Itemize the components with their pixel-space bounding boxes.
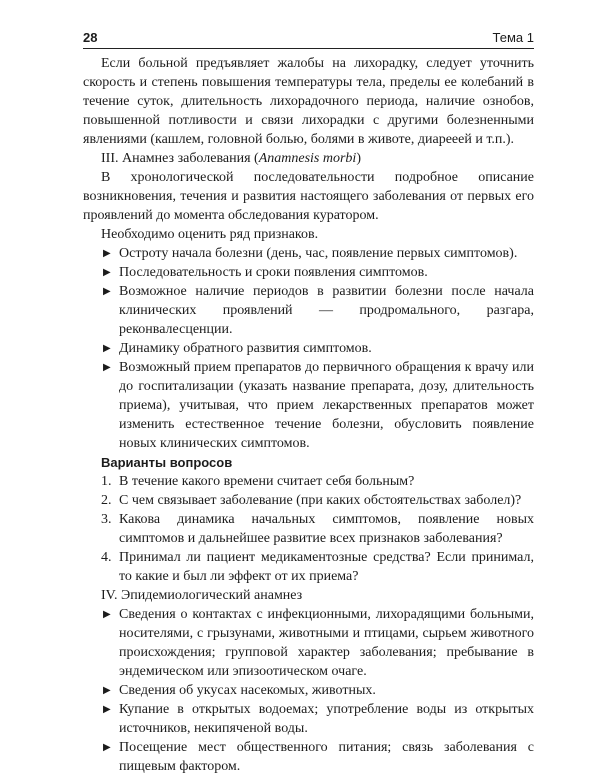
list-item-text: Остроту начала болезни (день, час, появление первых симптомов).	[119, 246, 518, 261]
question-text: Принимал ли пациент медикаментозные средства? Если принимал, то какие и был ли эффект от их приема?	[119, 550, 534, 584]
list-item-text: Посещение мест общественного питания; связь заболевания с пищевым фактором.	[119, 740, 534, 774]
list-item	[83, 263, 534, 282]
list-item-text: Купание в открытых водоемах; употребление воды из открытых источников, некипяченой воды.	[119, 702, 534, 736]
questions-title: Варианты вопросов	[101, 455, 233, 470]
list-item-text: Сведения об укусах насекомых, животных.	[119, 683, 376, 698]
question-item	[83, 491, 534, 510]
section-3-heading-latin: Anamnesis morbi	[258, 151, 357, 166]
topic-label: Тема 1	[492, 30, 534, 45]
question-item	[83, 548, 534, 586]
intro-paragraph: Если больной предъявляет жалобы на лихорадку, следует уточнить скорость и степень повышения температуры тела, пределы ее колебаний в течение суток, длительность лихорадочного периода, наличие ознобов, повышенной потливости и связи лихорадки с другими болезненными явлениями (кашлем, головной болью, болями в животе, диарееей и т.п.).	[83, 56, 534, 147]
bullet-arrow-icon: ▶	[103, 609, 111, 620]
question-item	[83, 472, 534, 491]
list-item-text: Возможное наличие периодов в развитии болезни после начала клинических проявлений — продромального, разгара, реконвалесценции.	[119, 284, 534, 337]
list-item	[83, 681, 534, 700]
section-4-bullet-list	[83, 605, 534, 776]
bullet-arrow-icon: ▶	[103, 248, 111, 259]
question-number: 1.	[101, 474, 112, 489]
question-number: 2.	[101, 493, 112, 508]
bullet-arrow-icon: ▶	[103, 685, 111, 696]
bullet-arrow-icon: ▶	[103, 286, 111, 297]
question-number: 3.	[101, 512, 112, 527]
page-body	[83, 54, 534, 776]
page-number: 28	[83, 30, 98, 45]
list-item-text: Последовательность и сроки появления симптомов.	[119, 265, 428, 280]
question-text: С чем связывает заболевание (при каких обстоятельствах заболел)?	[119, 493, 522, 508]
bullet-arrow-icon: ▶	[103, 343, 111, 354]
section-3-paragraph: В хронологической последовательности подробное описание возникновения, течения и развития настоящего заболевания от первых его проявлений до момента обследования куратором.	[83, 170, 534, 223]
section-3-heading	[83, 149, 534, 168]
list-item	[83, 282, 534, 339]
question-text: В течение какого времени считает себя больным?	[119, 474, 415, 489]
list-item-text: Возможный прием препаратов до первичного обращения к врачу или до госпитализации (указать название препарата, дозу, длительность приема), учитывая, что прием лекарственных препаратов может изменить естественное течение болезни, обусловить появление новых клинических симптомов.	[119, 360, 534, 451]
list-item	[83, 738, 534, 776]
list-item	[83, 244, 534, 263]
section-3-lead: Необходимо оценить ряд признаков.	[101, 227, 319, 242]
list-item-text: Динамику обратного развития симптомов.	[119, 341, 372, 356]
section-3-bullet-list	[83, 244, 534, 453]
list-item	[83, 358, 534, 453]
list-item-text: Сведения о контактах с инфекционными, лихорадящими больными, носителями, с грызунами, животными и птицами, сырьем животного происхождения; групповой характер заболевания; пребывание в эндемическом или эпизоотическом очаге.	[119, 607, 534, 679]
bullet-arrow-icon: ▶	[103, 362, 111, 373]
question-text: Какова динамика начальных симптомов, появление новых симптомов и дальнейшее развитие всех признаков заболевания?	[119, 512, 534, 546]
running-header	[83, 30, 534, 45]
question-number: 4.	[101, 550, 112, 565]
question-item	[83, 510, 534, 548]
section-3-heading-suffix: )	[356, 151, 361, 166]
bullet-arrow-icon: ▶	[103, 742, 111, 753]
section-3-heading-prefix: III. Анамнез заболевания (	[101, 151, 259, 166]
list-item	[83, 700, 534, 738]
section-4-heading: IV. Эпидемиологический анамнез	[101, 588, 303, 603]
bullet-arrow-icon: ▶	[103, 704, 111, 715]
header-rule	[83, 48, 534, 49]
list-item	[83, 339, 534, 358]
questions-list	[83, 472, 534, 586]
list-item	[83, 605, 534, 681]
bullet-arrow-icon: ▶	[103, 267, 111, 278]
